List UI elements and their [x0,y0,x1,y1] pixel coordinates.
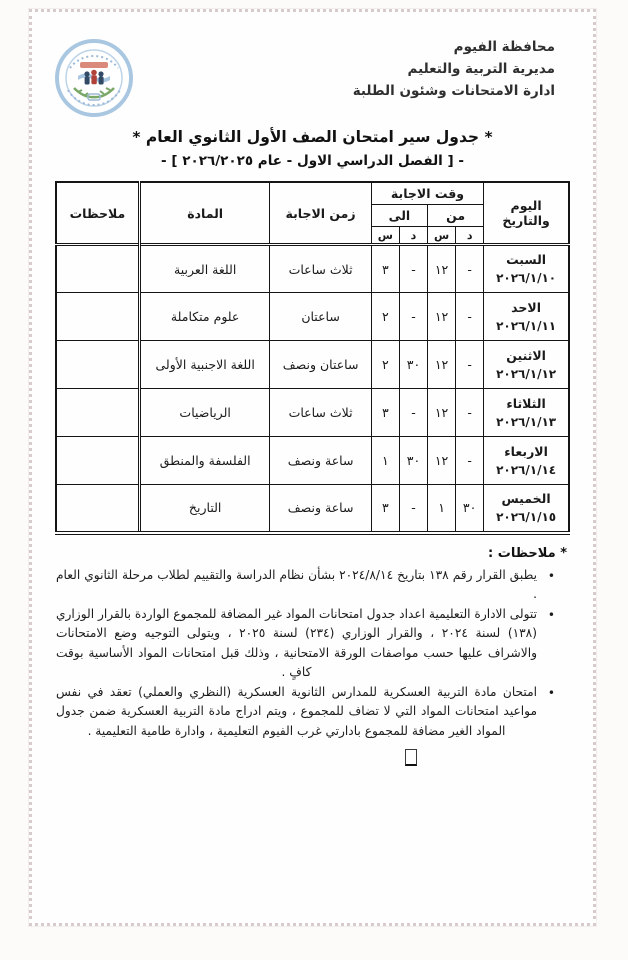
to-minutes-cell: - [399,485,427,533]
note-text: امتحان مادة التربية العسكرية للمدارس الثانوية العسكرية (النظري والعملي) تعقد في نفس مواعيد امتحانات المواد التي لا تضاف للمجموع ، ويتم ادراج مادة التربية العسكرية ضمن جدول المواد الغير مضافة للمجموع بادارتي غرب الفيوم التعليمية ، وادارة طامية التعليمية . [56,685,537,738]
exam-date: ٢٠٢٦/١/١٣ [496,414,557,429]
to-hours-cell: ٣ [371,485,399,533]
from-minutes-cell: - [456,437,484,485]
col-header-subject: المادة [139,182,269,245]
exam-date: ٢٠٢٦/١/١٢ [496,366,557,381]
table-row [56,245,569,293]
col-header-to-minutes: د [399,227,427,245]
to-minutes-cell: ٣٠ [399,341,427,389]
to-hours-cell: ٣ [371,389,399,437]
bullet-icon: • [547,568,555,583]
day-name: الثلاثاء [506,395,546,411]
note-item [56,605,553,682]
notes-cell [56,389,139,437]
notes-cell [56,293,139,341]
col-header-from: من [428,205,484,227]
duration-cell: ساعة ونصف [270,485,371,533]
day-date-cell [484,245,569,293]
to-minutes-cell: - [399,293,427,341]
day-date-cell [484,437,569,485]
page-title: * جدول سير امتحان الصف الأول الثانوي العام * [132,128,493,146]
table-row [56,341,569,389]
col-header-day: اليوم والتاريخ [484,182,569,245]
col-header-to: الى [371,205,427,227]
subject-cell: التاريخ [139,485,269,533]
org-lines [353,36,555,102]
duration-cell: ساعتان [270,293,371,341]
document-header [32,12,593,118]
exam-date: ٢٠٢٦/١/١١ [496,318,557,333]
note-item [56,683,553,741]
day-date-cell [484,341,569,389]
to-minutes-cell: - [399,389,427,437]
org-line-governorate: محافظة الفيوم [453,39,555,55]
from-minutes-cell: - [456,245,484,293]
to-hours-cell: ٣ [371,245,399,293]
day-date-cell [484,389,569,437]
exam-date: ٢٠٢٦/١/١٥ [496,509,557,524]
day-name: الاحد [511,299,541,315]
missing-glyph-box [405,749,417,766]
org-line-directorate: مديرية التربية والتعليم [407,61,555,77]
org-line-administration: ادارة الامتحانات وشئون الطلبة [352,83,555,99]
note-item [56,566,553,605]
note-text: يطبق القرار رقم ١٣٨ بتاريخ ٢٠٢٤/٨/١٤ بشأن نظام الدراسة والتقييم لطلاب مرحلة الثانوي العام . [56,567,537,601]
bullet-icon: • [547,608,555,623]
table-row [56,293,569,341]
subject-cell: الفلسفة والمنطق [139,437,269,485]
col-header-to-hours: س [371,227,399,245]
notes-heading: * ملاحظات : [488,545,567,561]
col-header-from-minutes: د [456,227,484,245]
bullet-icon: • [547,686,555,701]
ministry-logo-icon [54,38,134,118]
subject-cell: علوم متكاملة [139,293,269,341]
page-subtitle: - [ الفصل الدراسي الاول - عام ٢٠٢٦/٢٠٢٥ ] - [161,153,464,169]
notes-cell [56,437,139,485]
table-row [56,389,569,437]
subject-cell: الرياضيات [139,389,269,437]
from-hours-cell: ١٢ [428,389,456,437]
subject-cell: اللغة العربية [139,245,269,293]
to-hours-cell: ١ [371,437,399,485]
from-minutes-cell: ٣٠ [456,485,484,533]
to-minutes-cell: - [399,245,427,293]
from-hours-cell: ١٢ [428,437,456,485]
exam-date: ٢٠٢٦/١/١٤ [496,462,557,477]
col-header-from-hours: س [428,227,456,245]
duration-cell: ثلاث ساعات [270,245,371,293]
notes-cell [56,341,139,389]
from-minutes-cell: - [456,293,484,341]
to-hours-cell: ٢ [371,293,399,341]
from-hours-cell: ١٢ [428,245,456,293]
col-header-duration: زمن الاجابة [270,182,371,245]
exam-date: ٢٠٢٦/١/١٠ [496,271,557,285]
duration-cell: ساعتان ونصف [270,341,371,389]
to-minutes-cell: ٣٠ [399,437,427,485]
day-name: الاربعاء [504,443,548,459]
from-hours-cell: ١٢ [428,293,456,341]
day-name: السبت [506,252,547,267]
table-row [56,437,569,485]
from-minutes-cell: - [456,341,484,389]
ministry-logo [54,38,134,118]
from-hours-cell: ١٢ [428,341,456,389]
notes-list [56,566,567,741]
notes-cell [56,245,139,293]
notes-section [56,546,567,766]
notes-cell [56,485,139,533]
document-sheet [29,9,596,926]
to-hours-cell: ٢ [371,341,399,389]
from-hours-cell: ١ [428,485,456,533]
day-date-cell [484,293,569,341]
day-name: الاثنين [506,347,546,363]
col-header-notes: ملاحظات [56,182,139,245]
from-minutes-cell: - [456,389,484,437]
duration-cell: ساعة ونصف [270,437,371,485]
col-header-answer-time: وقت الاجابة [371,182,483,205]
table-row [56,485,569,533]
subject-cell: اللغة الاجنبية الأولى [139,341,269,389]
exam-schedule-table [55,181,570,535]
day-name: الخميس [501,490,551,506]
day-date-cell [484,485,569,533]
note-text: تتولى الادارة التعليمية اعداد جدول امتحانات المواد غير المضافة للمجموع الواردة بالقرار الوزاري (١٣٨) لسنة ٢٠٢٤ ، والقرار الوزاري (٢٣٤) لسنة ٢٠٢٥ ، ويتولى التوجيه وضع الامتحانات والاشراف عليها حسب مواصفات الورقة الامتحانية ، وذلك قبل امتحانات المواد الأساسية بوقت كافٍ . [56,607,537,679]
duration-cell: ثلاث ساعات [270,389,371,437]
